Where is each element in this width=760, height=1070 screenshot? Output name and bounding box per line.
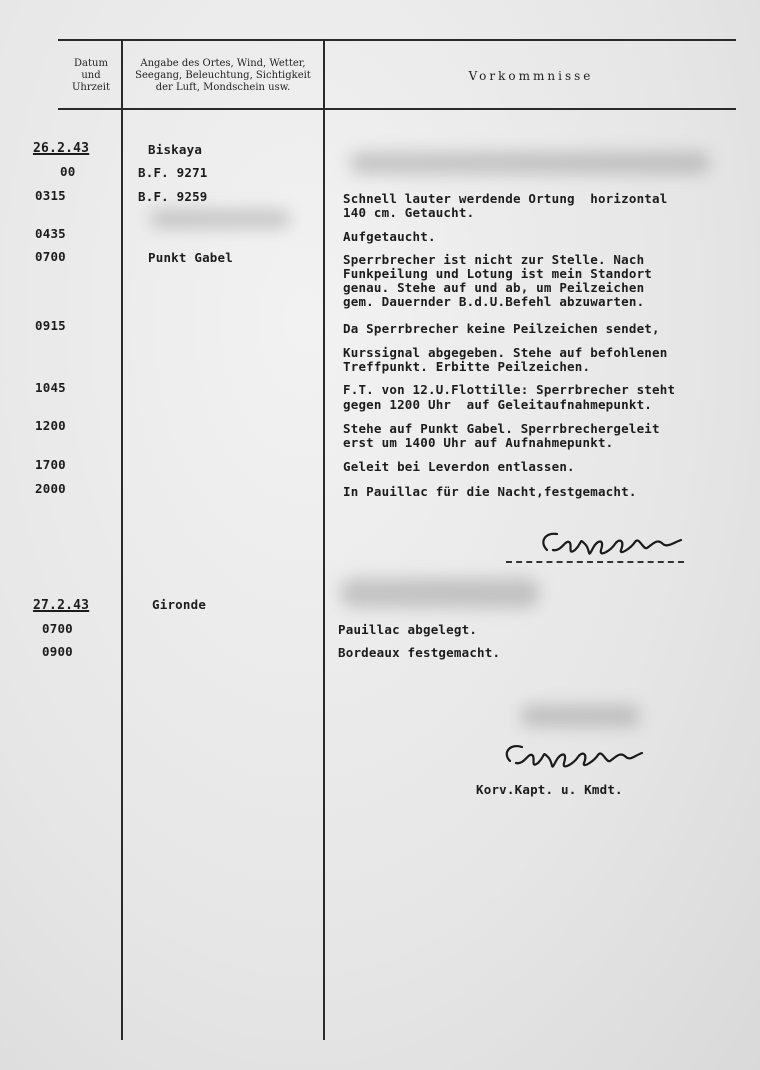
header-date-line2: und [81,70,101,81]
header-place-line2: Seegang, Beleuchtung, Sichtigkeit [135,70,311,81]
scan-smudge [520,705,640,727]
event-line: Pauillac abgelegt. [338,622,478,637]
place-entry: Punkt Gabel [148,250,233,265]
event-line: Bordeaux festgemacht. [338,645,501,660]
time-entry: 1045 [35,380,66,395]
place-entry: B.F. 9271 [138,165,208,180]
event-line: gegen 1200 Uhr auf Geleitaufnahmepunkt. [343,397,653,412]
header-date-column [62,58,120,94]
time-entry: 0700 [42,621,73,636]
signature-1 [535,520,695,565]
signature-dash-line [506,561,684,563]
event-line: Treffpunkt. Erbitte Peilzeichen. [343,359,591,374]
scan-smudge [150,210,290,228]
event-line: F.T. von 12.U.Flottille: Sperrbrecher steht [343,382,676,397]
scan-smudge [350,152,710,174]
time-entry: 1700 [35,457,66,472]
time-entry: 0700 [35,249,66,264]
place-entry: Gironde [152,597,207,612]
event-line: Geleit bei Leverdon entlassen. [343,459,575,474]
header-bottom-rule [58,108,736,110]
time-entry: 0900 [42,644,73,659]
event-line: Sperrbrecher ist nicht zur Stelle. Nach [343,252,645,267]
event-line: Funkpeilung und Lotung ist mein Standort [343,266,653,281]
time-entry: 2000 [35,481,66,496]
column-divider-2 [323,40,325,1040]
time-entry: 0315 [35,188,66,203]
event-line: Da Sperrbrecher keine Peilzeichen sendet, [343,321,660,336]
scan-smudge [340,578,540,608]
header-place-line1: Angabe des Ortes, Wind, Wetter, [140,58,306,69]
date-entry: 27.2.43 [33,598,90,613]
time-entry: 1200 [35,418,66,433]
header-place-column [124,58,322,94]
header-date-line3: Uhrzeit [71,82,111,93]
time-entry: 0915 [35,318,66,333]
time-entry: 0435 [35,226,66,241]
place-entry: Biskaya [148,142,203,157]
event-line: 140 cm. Getaucht. [343,205,475,220]
signature-title: Korv.Kapt. u. Kmdt. [476,782,623,797]
header-events-column: Vorkommnisse [468,69,594,83]
event-line: Aufgetaucht. [343,229,436,244]
event-line: Kurssignal abgegeben. Stehe auf befohlenen [343,345,668,360]
column-divider-1 [121,40,123,1040]
time-entry: 00 [60,164,76,179]
event-line: genau. Stehe auf und ab, um Peilzeichen [343,280,645,295]
event-line: Stehe auf Punkt Gabel. Sperrbrechergeleit [343,421,660,436]
header-place-line3: der Luft, Mondschein usw. [155,82,291,93]
event-line: gem. Dauernder B.d.U.Befehl abzuwarten. [343,294,645,309]
date-entry: 26.2.43 [33,141,90,156]
event-line: erst um 1400 Uhr auf Aufnahmepunkt. [343,435,614,450]
signature-2 [500,735,650,780]
header-date-line1: Datum [74,58,108,69]
event-line: Schnell lauter werdende Ortung horizontal [343,191,668,206]
header-top-rule [58,39,736,41]
place-entry: B.F. 9259 [138,189,208,204]
event-line: In Pauillac für die Nacht,festgemacht. [343,484,637,499]
